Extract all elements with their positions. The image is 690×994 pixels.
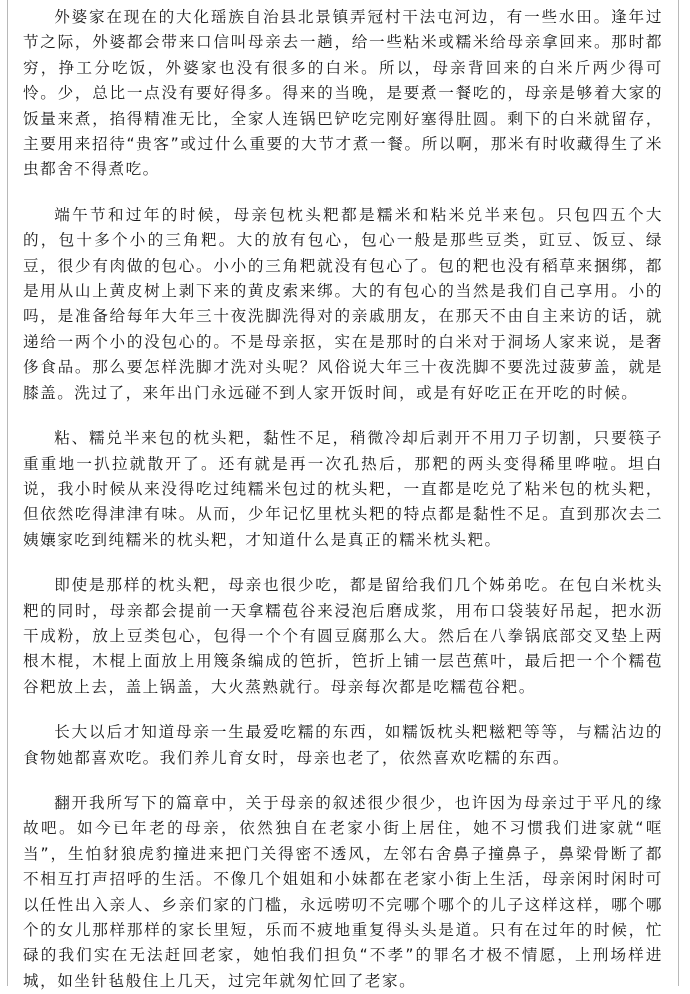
paragraph-4: 即使是那样的枕头粑，母亲也很少吃，都是留给我们几个姊弟吃。在包白米枕头粑的同时，母亲都会提前一天拿糯苞谷来浸泡后磨成浆，用布口袋装好吊起，把水沥干成粉，放上豆类包心，包得一个个有圆豆腐那么大。然后在八拳锅底部交叉垫上两根木棍，木棍上面放上用篾条编成的笆折，笆折上铺一层芭蕉叶，最后把一个个糯苞谷粑放上去，盖上锅盖，大火蒸熟就行。母亲每次都是吃糯苞谷粑。 — [23, 576, 663, 696]
paragraph-1: 外婆家在现在的大化瑶族自治县北景镇弄冠村干法屯河边，有一些水田。逢年过节之际，外婆都会带来口信叫母亲去一趟，给一些粘米或糯米给母亲拿回来。那时都穷，挣工分吃饭，外婆家也没有很多的白米。所以，母亲背回来的白米斤两少得可怜。少，总比一点没有要好得多。得来的当晚，是要煮一餐吃的，母亲是够着大家的饭量来煮，掐得精准无比，全家人连锅巴铲吃完刚好塞得肚圆。剩下的白米就留存，主要用来招待“贵客”或过什么重要的大节才煮一餐。所以啊，那米有时收藏得生了米虫都舍不得煮吃。 — [23, 8, 663, 179]
article-page — [7, 0, 679, 990]
paragraph-6: 翻开我所写下的篇章中，关于母亲的叙述很少很少，也许因为母亲过于平凡的缘故吧。如今已年老的母亲，依然独自在老家小街上居住，她不习惯我们进家就“哐当”，生怕豺狼虎豹撞进来把门关得密不透风，左邻右舍鼻子撞鼻子，鼻梁骨断了都不相互打声招呼的生活。不像几个姐姐和小妹都在老家小街上生活，母亲闲时闲时可以任性出入亲人、乡亲们家的门槛，永远唠叨不完哪个哪个的儿子这样这样，哪个哪个的女儿那样那样的家长里短，乐而不疲地重复得头头是道。只有在过年的时候，忙碌的我们实在无法赶回老家，她怕我们担负“不孝”的罪名才极不情愿，上刑场样进城，如坐针毡般住上几天，过完年就匆忙回了老家。 — [23, 793, 663, 990]
paragraph-3: 粘、糯兑半来包的枕头粑，黏性不足，稍微冷却后剥开不用刀子切割，只要筷子重重地一扒拉就散开了。还有就是再一次孔热后，那粑的两头变得稀里哗啦。坦白说，我小时候从来没得吃过纯糯米包过的枕头粑，一直都是吃兑了粘米包的枕头粑，但依然吃得津津有味。从而，少年记忆里枕头粑的特点都是黏性不足。直到那次去二姨孃家吃到纯糯米的枕头粑，才知道什么是真正的糯米枕头粑。 — [23, 429, 663, 549]
paragraph-2: 端午节和过年的时候，母亲包枕头粑都是糯米和粘米兑半来包。只包四五个大的，包十多个小的三角粑。大的放有包心，包心一般是那些豆类，豇豆、饭豆、绿豆，很少有肉做的包心。小小的三角粑就没有包心了。包的粑也没有稻草来捆绑，都是用从山上黄皮树上剥下来的黄皮索来绑。大的有包心的当然是我们自己享用。小的吗，是准备给每年大年三十夜洗脚洗得对的亲戚朋友，在那天不由自主来访的话，就递给一两个小的没包心的。不是母亲抠，实在是那时的白米对于洞场人家来说，是奢侈食品。那么要怎样洗脚才洗对头呢？风俗说大年三十夜洗脚不要洗过菠萝盖，就是膝盖。洗过了，来年出门永远碰不到人家开饭时间，或是有好吃正在开吃的时候。 — [23, 205, 663, 402]
paragraph-5: 长大以后才知道母亲一生最爱吃糯的东西，如糯饭枕头粑糍粑等等，与糯沾边的食物她都喜欢吃。我们养儿育女时，母亲也老了，依然喜欢吃糯的东西。 — [23, 723, 663, 767]
